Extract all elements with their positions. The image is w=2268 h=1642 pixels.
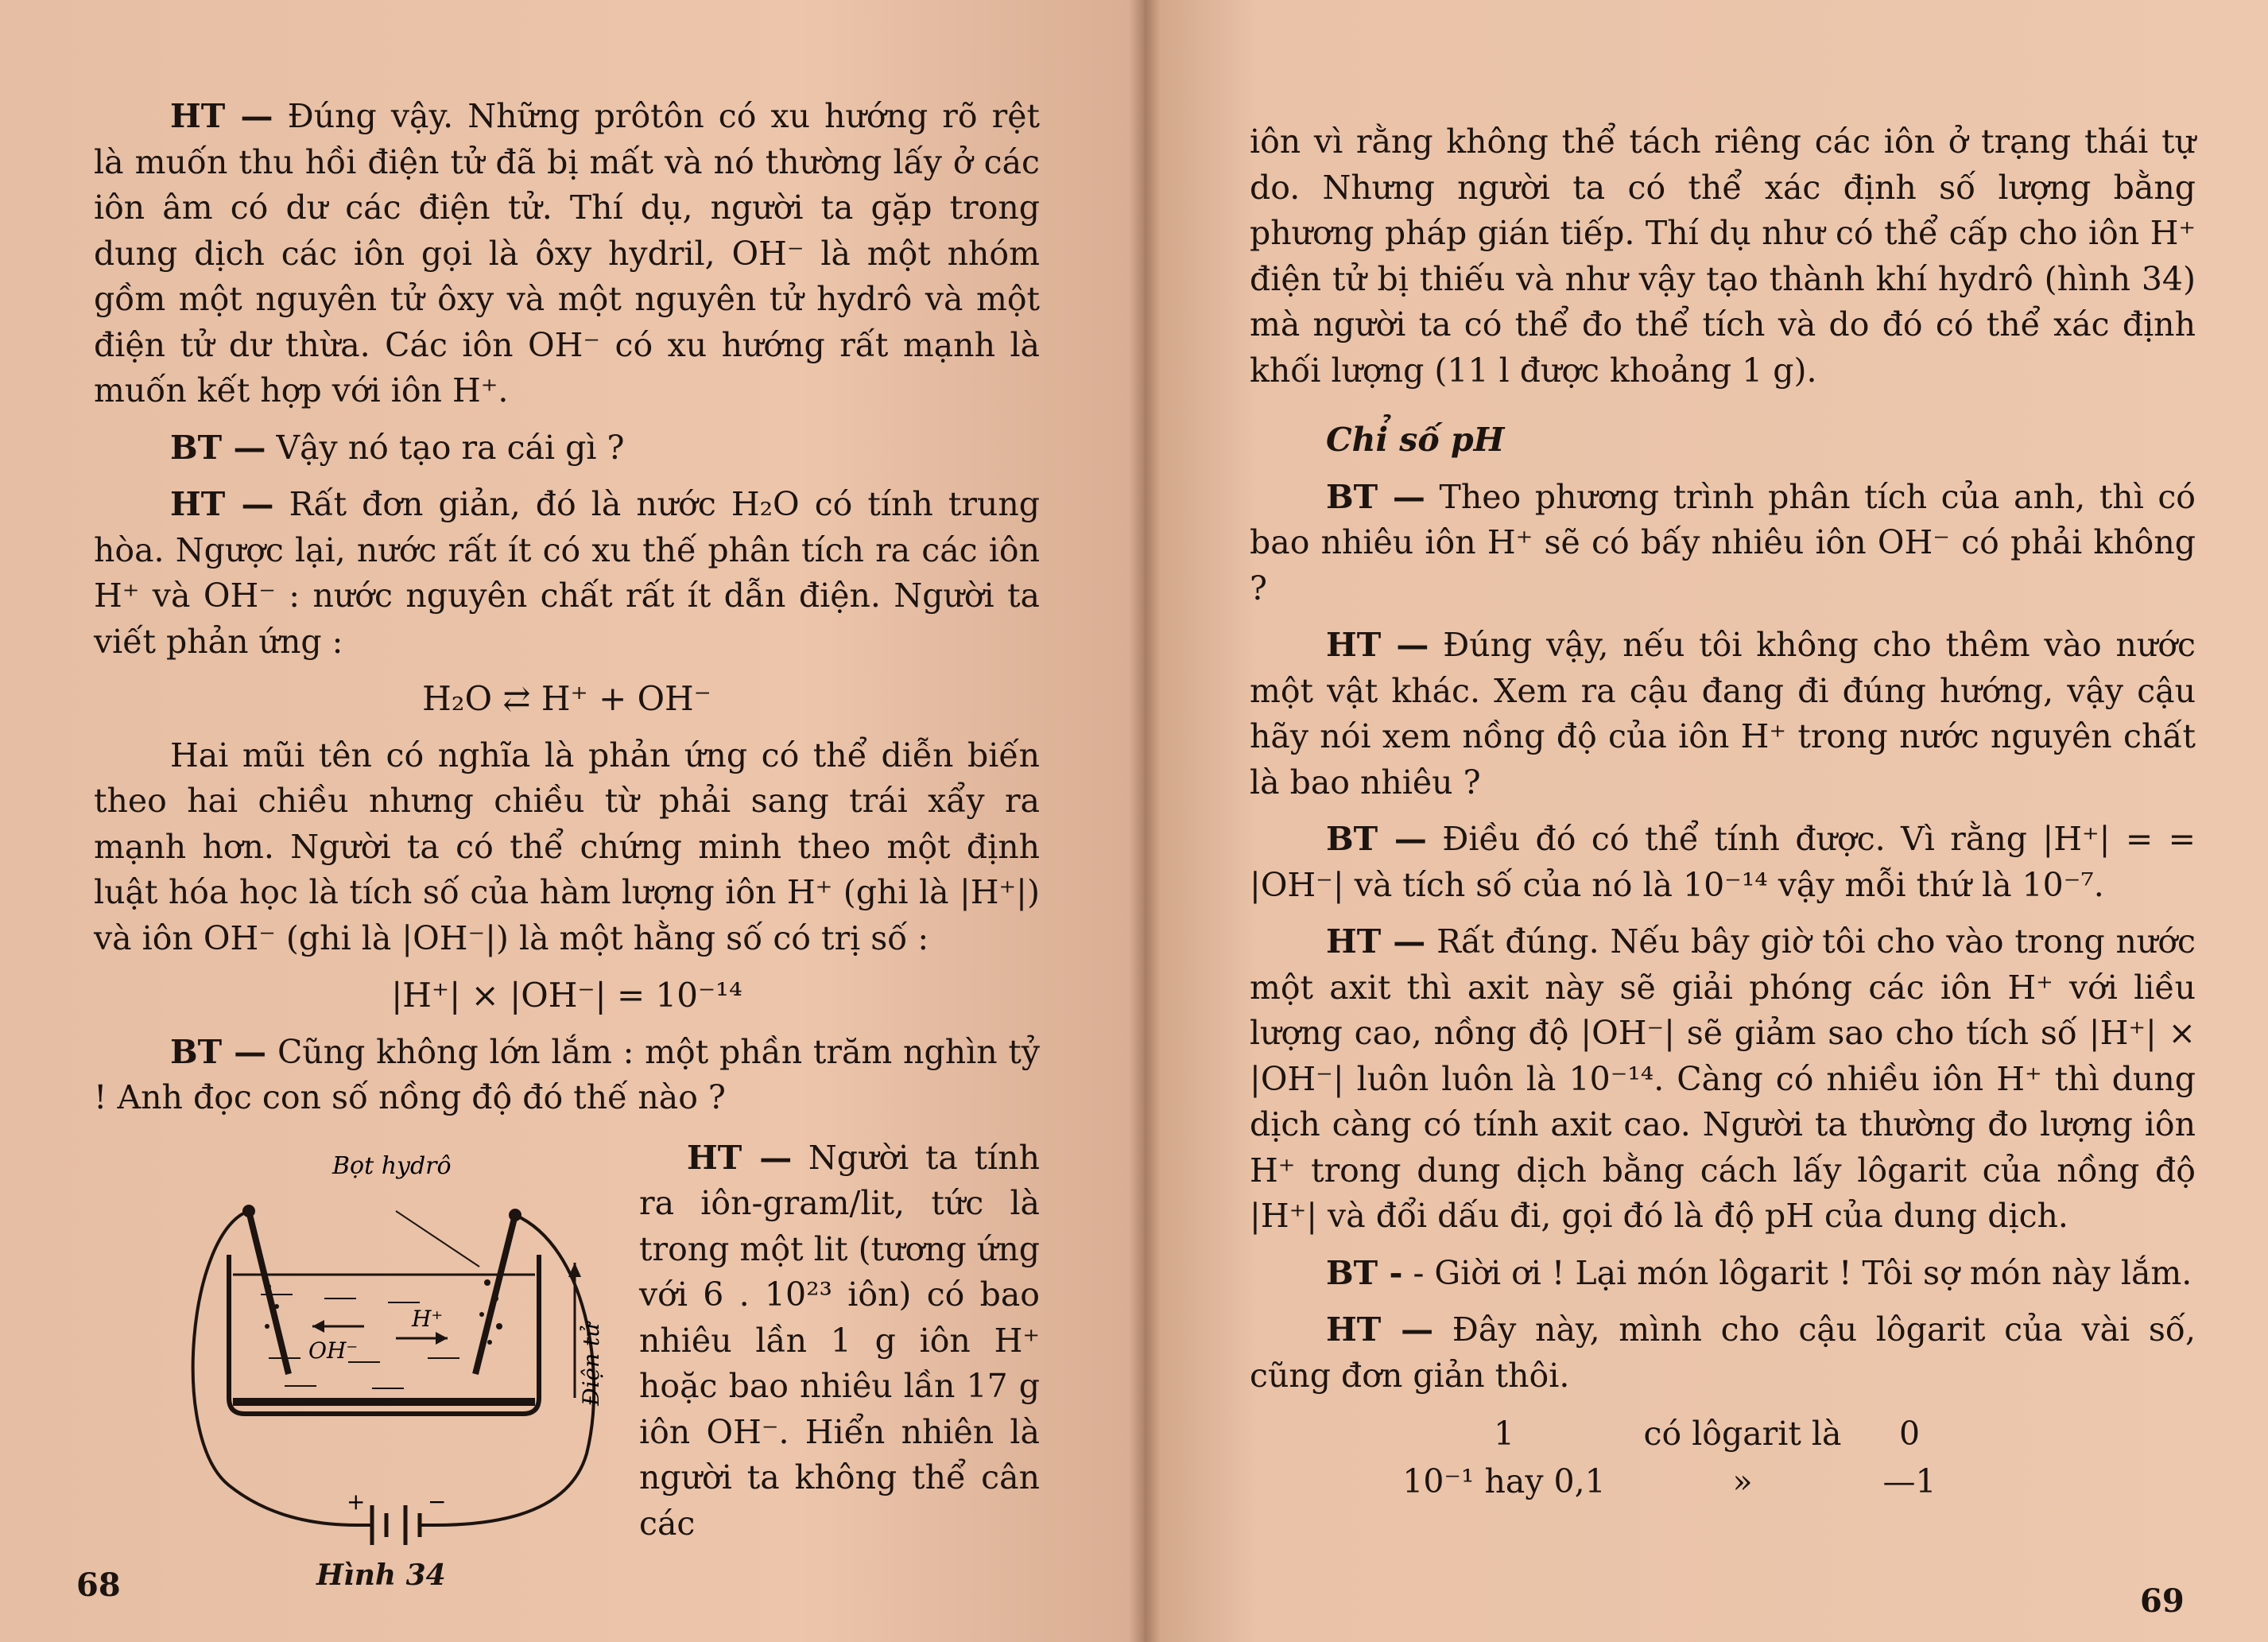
paragraph bbox=[94, 425, 1040, 472]
table-row bbox=[1385, 1410, 2196, 1458]
circuit-wire bbox=[193, 1211, 594, 1525]
electrolysis-figure bbox=[173, 1135, 666, 1581]
paragraph bbox=[1250, 1251, 2196, 1297]
paragraph-text: Đúng vậy, nếu tôi không cho thêm vào nước một vật khác. Xem ra cậu đang đi đúng hướng, vậy cậu hãy nói xem nồng độ của iôn H⁺ trong nước nguyên chất là bao nhiêu ? bbox=[1250, 626, 2196, 802]
paragraph bbox=[94, 1030, 1040, 1121]
paragraph bbox=[639, 1135, 1040, 1547]
paragraph-text: Rất đúng. Nếu bây giờ tôi cho vào trong nước một axit thì axit này sẽ giải phóng các iôn H⁺ với liều lượng cao, nồng độ |OH⁻| sẽ giảm sao cho tích số |H⁺| × |OH⁻| luôn luôn là 10⁻¹⁴. Càng có nhiều iôn H⁺ thì dung dịch càng có tính axit cao. Người ta thường đo lượng iôn H⁺ trong dung dịch bằng cách lấy lôgarit của nồng độ |H⁺| và đổi dấu đi, gọi đó là độ pH của dung dịch. bbox=[1250, 922, 2196, 1235]
speaker-label: BT — bbox=[170, 428, 266, 467]
electrode-left bbox=[249, 1211, 289, 1374]
speaker-label: HT — bbox=[1326, 1310, 1434, 1349]
logarithm-table bbox=[1385, 1410, 2196, 1505]
bubble-pointer bbox=[396, 1211, 479, 1267]
terminal-left bbox=[242, 1205, 255, 1217]
book-gutter bbox=[1129, 0, 1161, 1642]
speaker-label: BT — bbox=[170, 1032, 267, 1071]
paragraph-text: Vậy nó tạo ra cái gì ? bbox=[276, 428, 625, 467]
figure-side-text bbox=[639, 1135, 1040, 1559]
left-text-column bbox=[94, 94, 1040, 1605]
log-number: 10⁻¹ hay 0,1 bbox=[1402, 1462, 1606, 1500]
speaker-label: BT — bbox=[1326, 820, 1427, 858]
speaker-label: BT — bbox=[1326, 477, 1425, 516]
paragraph-text: iôn vì rằng không thể tách riêng các iôn ở trạng thái tự do. Nhưng người ta có thể xác định số lượng bằng phương pháp gián tiếp. Thí dụ như có thể cấp cho iôn H⁺ điện tử bị thiếu và như vậy tạo thành khí hydrô (hình 34) mà người ta có thể đo thể tích và do đó có thể xác định khối lượng (11 l được khoảng 1 g). bbox=[1250, 122, 2196, 390]
page-number: 69 bbox=[2140, 1582, 2185, 1620]
log-value: —1 bbox=[1882, 1462, 1937, 1500]
speaker-label: HT — bbox=[1326, 922, 1426, 961]
speaker-label: HT — bbox=[1326, 626, 1429, 664]
section-heading: Chỉ số pH bbox=[1326, 421, 1505, 459]
paragraph-text: Đúng vậy. Những prôtôn có xu hướng rõ rệt là muốn thu hồi điện tử đã bị mất và nó thường lấy ở các iôn âm có dư các điện tử. Thí dụ, người ta gặp trong dung dịch các iôn gọi là ôxy hydril, OH⁻ là một nhóm gồm một nguyên tử ôxy và một nguyên tử hydrô và một điện tử dư thừa. Các iôn OH⁻ có xu hướng rất mạnh là muốn kết hợp với iôn H⁺. bbox=[94, 97, 1040, 410]
figure-caption: Hình 34 bbox=[316, 1558, 446, 1592]
speaker-label: BT - bbox=[1326, 1253, 1403, 1292]
paragraph bbox=[1250, 623, 2196, 805]
paragraph bbox=[94, 94, 1040, 414]
paragraph-text: Đây này, mình cho cậu lôgarit của vài số, cũng đơn giản thôi. bbox=[1250, 1310, 2196, 1395]
terminal-right bbox=[509, 1209, 521, 1221]
paragraph bbox=[94, 482, 1040, 665]
paragraph bbox=[1250, 475, 2196, 612]
log-label: » bbox=[1732, 1462, 1753, 1500]
h-ion-label: H⁺ bbox=[412, 1305, 444, 1332]
paragraph-text: Người ta tính ra iôn-gram/lit, tức là trong một lit (tương ứng với 6 . 10²³ iôn) có bao nhiêu lần 1 g iôn H⁺ hoặc bao nhiêu lần 17 g iôn OH⁻. Hiển nhiên là người ta không thể cân các bbox=[639, 1138, 1040, 1543]
bubbles-label: Bọt hydrô bbox=[332, 1151, 452, 1180]
paragraph bbox=[1250, 817, 2196, 908]
log-label: có lôgarit là bbox=[1643, 1415, 1842, 1453]
paragraph-text: Hai mũi tên có nghĩa là phản ứng có thể diễn biến theo hai chiều nhưng chiều từ phải sang trái xẩy ra mạnh hơn. Người ta có thể chứng minh theo một định luật hóa học là tích số của hàm lượng iôn H⁺ (ghi là |H⁺|) và iôn OH⁻ (ghi là |OH⁻|) là một hằng số có trị số : bbox=[94, 736, 1040, 957]
paragraph bbox=[1250, 919, 2196, 1240]
hydrogen-bubbles bbox=[265, 1279, 502, 1345]
speaker-label: HT — bbox=[170, 485, 274, 523]
current-label: Điện tử bbox=[578, 1322, 604, 1406]
paragraph-text: Theo phương trình phân tích của anh, thì có bao nhiêu iôn H⁺ sẽ có bấy nhiêu iôn OH⁻ có phải không ? bbox=[1250, 477, 2196, 608]
speaker-label: HT — bbox=[170, 97, 273, 135]
log-value: 0 bbox=[1898, 1415, 1921, 1453]
page-number: 68 bbox=[76, 1566, 121, 1604]
speaker-label: HT — bbox=[687, 1138, 793, 1177]
figure-block bbox=[94, 1135, 1040, 1605]
battery-minus-icon: − bbox=[428, 1488, 447, 1515]
equation-ion-product: |H⁺| × |OH⁻| = 10⁻¹⁴ bbox=[391, 976, 742, 1015]
arrowhead-icon bbox=[312, 1320, 324, 1333]
battery-plus-icon: + bbox=[347, 1488, 366, 1515]
table-row bbox=[1385, 1458, 2196, 1505]
equation-dissociation: H₂O ⇄ H⁺ + OH⁻ bbox=[422, 679, 711, 718]
battery-icon bbox=[372, 1505, 420, 1545]
paragraph bbox=[1250, 1307, 2196, 1399]
paragraph-text: - Giời ơi ! Lại món lôgarit ! Tôi sợ món này lắm. bbox=[1413, 1253, 2192, 1292]
right-text-column bbox=[1250, 119, 2196, 1505]
current-arrowhead-icon bbox=[568, 1263, 581, 1277]
electrode-right bbox=[475, 1215, 515, 1374]
paragraph-text: Rất đơn giản, đó là nước H₂O có tính trung hòa. Ngược lại, nước rất ít có xu thế phân tích ra các iôn H⁺ và OH⁻ : nước nguyên chất rất ít dẫn điện. Người ta viết phản ứng : bbox=[94, 485, 1040, 661]
container-vessel bbox=[229, 1255, 539, 1414]
oh-ion-label: OH⁻ bbox=[308, 1337, 359, 1364]
paragraph-text: Cũng không lớn lắm : một phần trăm nghìn tỷ ! Anh đọc con số nồng độ đó thế nào ? bbox=[94, 1032, 1041, 1116]
arrowhead-icon bbox=[436, 1332, 448, 1345]
paragraph-text: Điều đó có thể tính được. Vì rằng |H⁺| = = |OH⁻| và tích số của nó là 10⁻¹⁴ vậy mỗi thứ là 10⁻⁷. bbox=[1250, 820, 2196, 904]
log-number: 1 bbox=[1493, 1415, 1515, 1453]
